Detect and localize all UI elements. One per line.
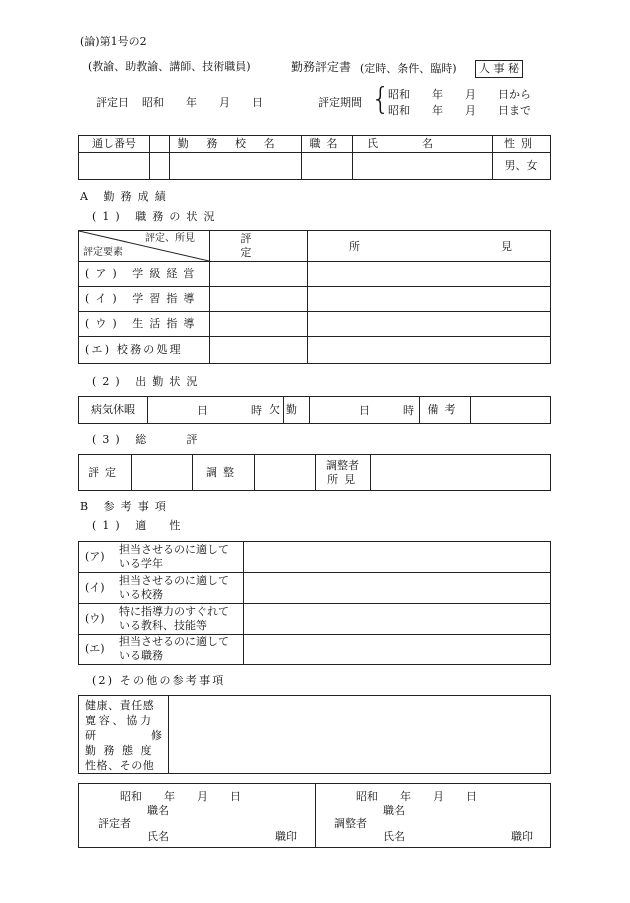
- aptitude-line: 担当させるのに適して: [119, 635, 229, 649]
- eval-date-label: 評定日: [96, 96, 129, 109]
- form-title: 勤務評定書: [291, 60, 352, 74]
- aptitude-line: いる教科、技能等: [119, 618, 207, 632]
- absence-label: 欠勤: [268, 403, 304, 417]
- position-header: 職名: [309, 137, 344, 151]
- duty-row-2: (イ) 学習指導: [85, 291, 201, 305]
- diag-top-label: 評定、所見: [145, 233, 195, 244]
- remark-header-2: 見: [501, 240, 512, 253]
- adjuster-label: 調整者: [334, 817, 367, 830]
- eval-date-value: 昭和 年 月 日: [142, 96, 263, 109]
- aptitude-label-1: [119, 542, 243, 572]
- other-row-4: 勤務態度: [85, 744, 159, 757]
- other-row-2: 寛容、協力: [85, 714, 154, 727]
- section-a-title: A 勤務成績: [80, 190, 172, 203]
- aptitude-mark-3: (ウ): [85, 611, 105, 625]
- form-id: (論)第1号の2: [80, 35, 147, 48]
- other-row-3: 研修: [85, 729, 217, 742]
- adjuster-remark-label: [315, 455, 370, 490]
- duty-row-3: (ウ) 生活指導: [85, 316, 201, 330]
- adjuster-position-label: 職名: [383, 804, 405, 817]
- aptitude-line: 担当させるのに適して: [119, 543, 229, 557]
- adjust-label: 調整: [205, 465, 241, 479]
- aptitude-line: いる校務: [119, 587, 163, 601]
- overall-rating-label: 評定: [87, 465, 123, 479]
- section-a-sub3: (3) 総 評: [92, 433, 204, 446]
- section-b-sub1: (1) 適 性: [92, 519, 187, 532]
- aptitude-line: いる職務: [119, 649, 163, 662]
- rating-header: 評 定: [240, 232, 311, 259]
- name-header: 氏名: [367, 137, 477, 151]
- gender-value: 男、女: [504, 158, 538, 172]
- section-a-sub2: (2) 出勤状況: [92, 375, 204, 388]
- other-row-5: 性格、その他: [85, 759, 155, 772]
- aptitude-mark-4: (エ): [85, 642, 105, 656]
- absence-day: 日: [359, 404, 370, 417]
- sick-leave-hour: 時: [251, 404, 262, 417]
- adjuster-name-label: 氏名: [383, 830, 405, 843]
- remark-header-1: 所: [349, 240, 360, 253]
- diag-bottom-label: 評定要素: [83, 247, 123, 258]
- period-bracket: {: [371, 82, 391, 117]
- section-b-title: B 参考事項: [80, 500, 172, 513]
- school-name-header: 勤務校名: [177, 137, 293, 151]
- aptitude-table: [78, 541, 551, 665]
- evaluator-seal: 職印: [275, 830, 297, 843]
- aptitude-mark-1: (ア): [85, 550, 105, 564]
- gender-header: 性別: [503, 137, 539, 151]
- adjuster-date: 昭和 年 月 日: [356, 790, 477, 803]
- aptitude-line: 担当させるのに適して: [119, 573, 229, 587]
- duties-table: [78, 230, 551, 364]
- id-table: [78, 135, 551, 180]
- attendance-table: [78, 396, 551, 424]
- aptitude-label-3: [119, 603, 243, 634]
- aptitude-label-4: [119, 634, 243, 664]
- aptitude-mark-2: (イ): [85, 580, 105, 594]
- evaluation-type: (定時、条件、臨時): [360, 62, 457, 75]
- aptitude-line: いる学年: [119, 557, 163, 570]
- adjuster-remark-line1: 調整者: [326, 458, 359, 472]
- confidential-stamp: [475, 60, 523, 78]
- sick-leave-label: 病気休暇: [91, 403, 135, 417]
- evaluator-position-label: 職名: [147, 804, 169, 817]
- duty-row-1: (ア) 学級経営: [85, 266, 201, 280]
- evaluator-date: 昭和 年 月 日: [120, 790, 241, 803]
- adjuster-remark-line2: 所見: [327, 472, 362, 486]
- serial-number-header: 通し番号: [92, 137, 136, 151]
- section-a-sub1: (1) 職務の状況: [92, 210, 221, 223]
- other-table: [78, 695, 551, 774]
- eval-period-label: 評定期間: [318, 96, 362, 109]
- adjuster-seal: 職印: [511, 830, 533, 843]
- period-from: 昭和 年 月 日から: [388, 88, 531, 101]
- section-b-sub2: (2) その他の参考事項: [92, 674, 226, 687]
- aptitude-label-2: [119, 572, 243, 603]
- overall-table: [78, 454, 551, 491]
- scope-text: (教諭、助教諭、講師、技術職員): [88, 60, 251, 73]
- absence-hour: 時: [403, 404, 414, 417]
- other-row-1: 健康、責任感: [85, 699, 155, 712]
- sick-leave-day: 日: [197, 404, 208, 417]
- evaluator-name-label: 氏名: [147, 830, 169, 843]
- aptitude-line: 特に指導力のすぐれて: [119, 604, 229, 618]
- period-to: 昭和 年 月 日まで: [388, 104, 531, 117]
- note-label: 備考: [427, 403, 462, 417]
- confidential-label: 人 事 秘: [479, 62, 519, 76]
- duty-row-4: (エ) 校務の処理: [85, 342, 183, 356]
- evaluator-label: 評定者: [98, 817, 131, 830]
- signature-table: [78, 783, 551, 848]
